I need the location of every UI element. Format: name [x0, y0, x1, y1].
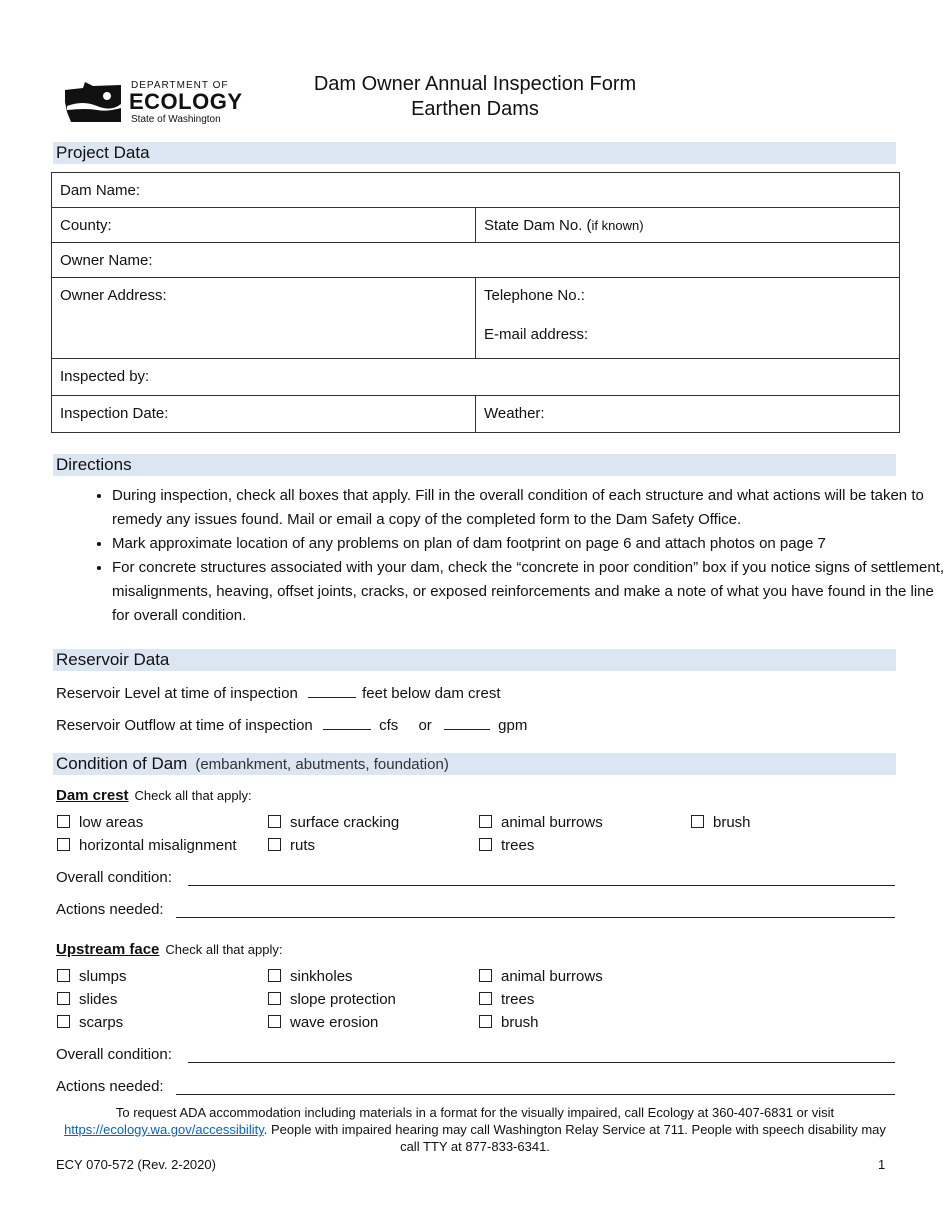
- dam-crest-title: Dam crest: [56, 787, 129, 804]
- checkbox-icon[interactable]: [57, 992, 70, 1005]
- checkbox-horizontal-misalignment[interactable]: [57, 837, 237, 854]
- upstream-face-actions-label: Actions needed:: [56, 1078, 164, 1095]
- checkbox-scarps[interactable]: [57, 1014, 123, 1031]
- outflow-gpm-input[interactable]: [444, 715, 490, 730]
- checkbox-icon[interactable]: [268, 838, 281, 851]
- form-number: ECY 070-572 (Rev. 2-2020): [56, 1157, 216, 1172]
- checkbox-ruts[interactable]: [268, 837, 315, 854]
- checkbox-sinkholes[interactable]: [268, 968, 353, 985]
- inspection-date-label: Inspection Date:: [60, 405, 169, 422]
- owner-address-field[interactable]: [52, 278, 476, 359]
- owner-name-label: Owner Name:: [60, 252, 153, 269]
- or-text: or: [418, 717, 432, 734]
- title-line-1: Dam Owner Annual Inspection Form: [313, 73, 637, 95]
- checkbox-icon[interactable]: [268, 992, 281, 1005]
- checkbox-low-areas[interactable]: [57, 814, 143, 831]
- ecology-logo: [63, 80, 243, 128]
- checkbox-icon[interactable]: [691, 815, 704, 828]
- outflow-cfs-input[interactable]: [323, 715, 371, 730]
- dam-name-field[interactable]: [52, 173, 900, 208]
- checkbox-label: brush: [713, 814, 751, 831]
- upstream-face-check-all: Check all that apply:: [165, 942, 283, 957]
- checkbox-label: low areas: [79, 814, 144, 831]
- checkbox-label: animal burrows: [501, 968, 603, 985]
- checkbox-animal-burrows[interactable]: [479, 968, 603, 985]
- owner-address-label: Owner Address:: [60, 287, 167, 304]
- checkbox-icon[interactable]: [268, 815, 281, 828]
- project-data-table: [51, 172, 900, 433]
- ada-notice-text-2: . People with impaired hearing may call Washington Relay Service at 711. People with speech disability may call TTY at 877-833-6341.: [263, 1122, 886, 1154]
- weather-field[interactable]: [476, 396, 900, 433]
- checkbox-slides[interactable]: [57, 991, 117, 1008]
- county-field[interactable]: [52, 208, 476, 243]
- state-dam-no-field[interactable]: [476, 208, 900, 243]
- direction-item: • During inspection, check all boxes that apply. Fill in the overall condition of each structure and what actions will be taken to remedy any issues found. Mail or email a copy of the completed form to the Dam Safety Office.: [112, 484, 950, 532]
- checkbox-label: wave erosion: [290, 1014, 379, 1031]
- checkbox-label: slumps: [79, 968, 127, 985]
- upstream-face-overall-label: Overall condition:: [56, 1046, 172, 1063]
- checkbox-icon[interactable]: [479, 992, 492, 1005]
- ada-notice-text-1: To request ADA accommodation including materials in a format for the visually impaired, call Ecology at 360-407-6831 or visit: [115, 1105, 835, 1120]
- inspected-by-field[interactable]: [52, 359, 900, 396]
- condition-heading-bar: [53, 753, 896, 775]
- checkbox-slumps[interactable]: [57, 968, 127, 985]
- dam-crest-actions-label: Actions needed:: [56, 901, 164, 918]
- upstream-face-title: Upstream face: [56, 941, 160, 958]
- title-line-2: Earthen Dams: [411, 98, 539, 120]
- checkbox-label: slides: [79, 991, 118, 1008]
- checkbox-brush[interactable]: [691, 814, 751, 831]
- reservoir-level-unit: feet below dam crest: [362, 685, 501, 702]
- upstream-face-overall-input[interactable]: [188, 1062, 895, 1063]
- checkbox-surface-cracking[interactable]: [268, 814, 399, 831]
- checkbox-icon[interactable]: [57, 838, 70, 851]
- ada-notice: [55, 1104, 895, 1155]
- condition-subheading: (embankment, abutments, foundation): [195, 756, 449, 773]
- owner-name-field[interactable]: [52, 243, 900, 278]
- upstream-face-actions-input[interactable]: [176, 1094, 895, 1095]
- checkbox-icon[interactable]: [57, 1015, 70, 1028]
- checkbox-label: trees: [501, 837, 535, 854]
- condition-heading-text: Condition of Dam: [56, 754, 188, 773]
- reservoir-heading: Reservoir Data: [56, 650, 170, 669]
- reservoir-outflow-label: Reservoir Outflow at time of inspection: [56, 717, 313, 734]
- contact-field[interactable]: [476, 278, 900, 359]
- checkbox-icon[interactable]: [479, 815, 492, 828]
- checkbox-label: slope protection: [290, 991, 396, 1008]
- checkbox-label: animal burrows: [501, 814, 603, 831]
- checkbox-animal-burrows[interactable]: [479, 814, 603, 831]
- inspection-date-field[interactable]: [52, 396, 476, 433]
- dam-crest-overall-input[interactable]: [188, 885, 895, 886]
- checkbox-label: brush: [501, 1014, 539, 1031]
- weather-label: Weather:: [484, 405, 545, 422]
- reservoir-heading-bar: [53, 649, 896, 671]
- inspected-by-label: Inspected by:: [60, 368, 150, 385]
- telephone-label: Telephone No.:: [484, 287, 585, 304]
- checkbox-icon[interactable]: [479, 838, 492, 851]
- checkbox-wave-erosion[interactable]: [268, 1014, 378, 1031]
- reservoir-level-row: [56, 683, 501, 702]
- direction-item: • Mark approximate location of any problems on plan of dam footprint on page 6 and attach photos on page 7: [112, 532, 950, 556]
- reservoir-outflow-row: [56, 715, 527, 734]
- county-label: County:: [60, 217, 112, 234]
- checkbox-label: scarps: [79, 1014, 124, 1031]
- accessibility-link[interactable]: https://ecology.wa.gov/accessibility: [64, 1122, 264, 1137]
- dam-name-label: Dam Name:: [60, 182, 141, 199]
- email-label: E-mail address:: [484, 326, 589, 343]
- dam-crest-overall-label: Overall condition:: [56, 869, 172, 886]
- checkbox-slope-protection[interactable]: [268, 991, 396, 1008]
- reservoir-level-input[interactable]: [308, 683, 356, 698]
- checkbox-trees[interactable]: [479, 991, 534, 1008]
- washington-state-map-icon: [63, 82, 123, 124]
- state-dam-no-label: State Dam No. (: [484, 217, 592, 234]
- checkbox-icon[interactable]: [57, 969, 70, 982]
- logo-name: ECOLOGY: [129, 89, 243, 114]
- checkbox-icon[interactable]: [57, 815, 70, 828]
- dam-crest-check-all: Check all that apply:: [134, 788, 252, 803]
- checkbox-label: ruts: [290, 837, 316, 854]
- logo-dept: DEPARTMENT OF: [131, 80, 229, 91]
- project-data-heading-bar: [53, 142, 896, 164]
- upstream-face-heading: [56, 941, 282, 958]
- checkbox-icon[interactable]: [268, 969, 281, 982]
- page-title: [290, 72, 660, 122]
- checkbox-label: sinkholes: [290, 968, 353, 985]
- checkbox-label: trees: [501, 991, 535, 1008]
- dam-crest-heading: [56, 787, 252, 804]
- directions-heading: Directions: [56, 455, 132, 474]
- reservoir-level-label: Reservoir Level at time of inspection: [56, 685, 298, 702]
- checkbox-icon[interactable]: [479, 1015, 492, 1028]
- condition-heading: [56, 754, 449, 774]
- state-dam-no-note: if known): [591, 218, 644, 233]
- page-number: 1: [878, 1157, 886, 1172]
- dam-crest-actions-input[interactable]: [176, 917, 895, 918]
- direction-item: • For concrete structures associated with your dam, check the “concrete in poor condition” box if you notice signs of settlement, misalignments, heaving, offset joints, cracks, or exposed reinforcements and make a note of what you have found in the line for overall condition.: [112, 556, 950, 628]
- directions-heading-bar: [53, 454, 896, 476]
- logo-state: State of Washington: [131, 114, 221, 125]
- directions-list: [60, 484, 950, 628]
- checkbox-label: surface cracking: [290, 814, 400, 831]
- gpm-unit: gpm: [498, 717, 528, 734]
- project-data-heading: Project Data: [56, 143, 150, 162]
- checkbox-trees[interactable]: [479, 837, 534, 854]
- checkbox-brush[interactable]: [479, 1014, 539, 1031]
- checkbox-icon[interactable]: [268, 1015, 281, 1028]
- checkbox-label: horizontal misalignment: [79, 837, 237, 854]
- cfs-unit: cfs: [379, 717, 399, 734]
- checkbox-icon[interactable]: [479, 969, 492, 982]
